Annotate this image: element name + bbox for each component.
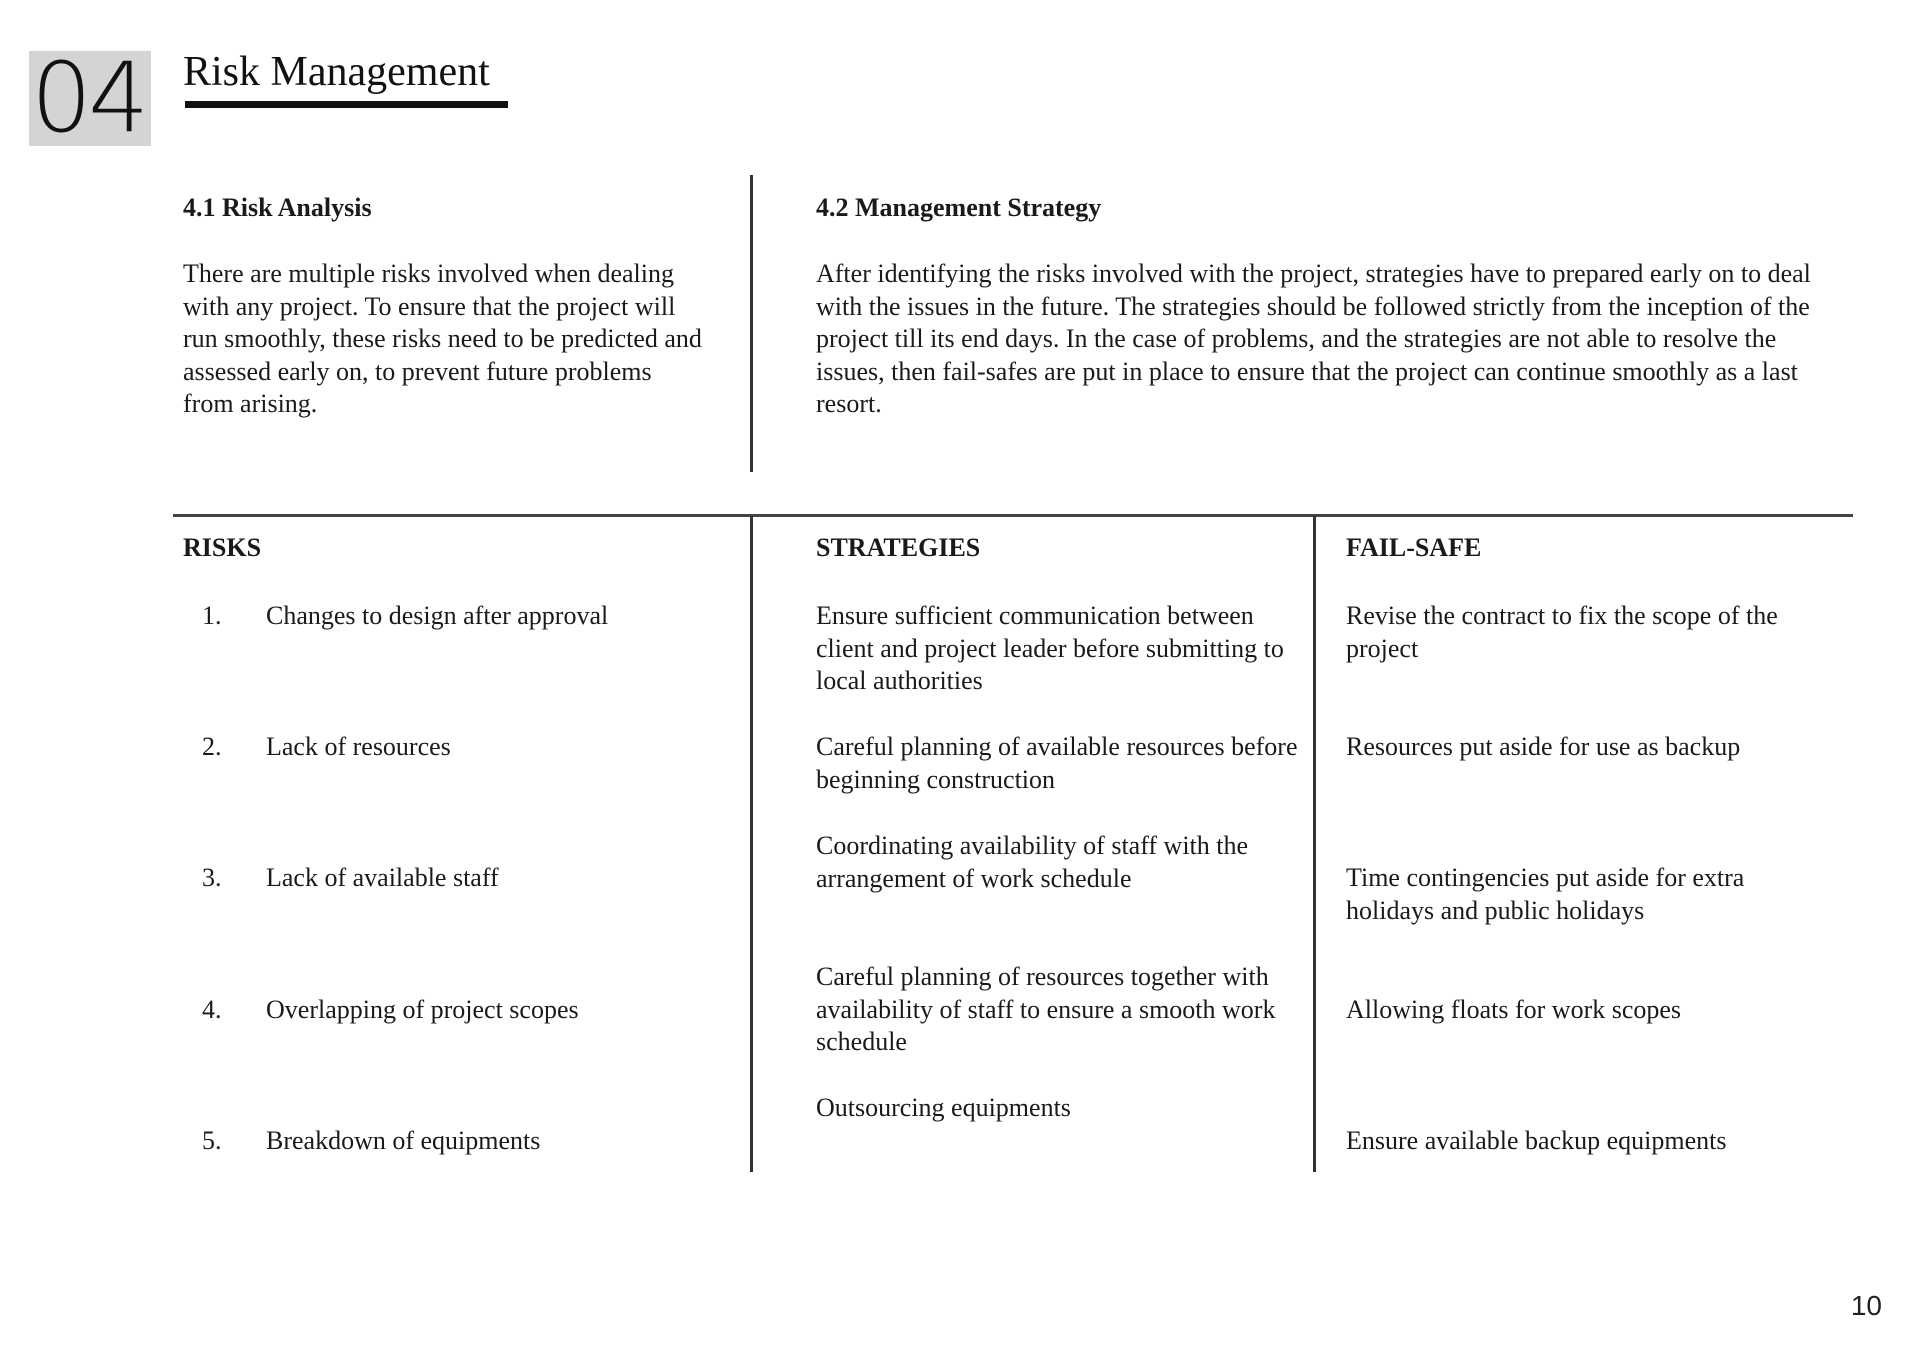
strategy-item: Outsourcing equipments bbox=[816, 1093, 1071, 1122]
risk-item: Lack of available staff bbox=[266, 863, 499, 892]
risk-item: Overlapping of project scopes bbox=[266, 995, 579, 1024]
management-strategy-heading: 4.2 Management Strategy bbox=[816, 193, 1102, 222]
strategy-item: Coordinating availability of staff with the arrangement of work schedule bbox=[816, 831, 1249, 893]
page-number: 10 bbox=[1850, 1290, 1882, 1321]
failsafe-item: Ensure available backup equipments bbox=[1346, 1126, 1727, 1155]
risk-number: 3. bbox=[202, 863, 222, 892]
strategies-failsafe-divider bbox=[1313, 516, 1316, 1172]
management-strategy-text: After identifying the risks involved with the project, strategies have to prepared early on to deal with the issues in the future. The strategies should be followed strictly from the inception of the project till its end days. In the case of problems, and the strategies are not able to resolve the issues, then fail-safes are put in place to ensure that the project can continue smoothly as a last resort. bbox=[816, 259, 1811, 418]
risks-strategies-divider bbox=[750, 516, 753, 1172]
risk-analysis-heading: 4.1 Risk Analysis bbox=[183, 193, 372, 222]
strategies-column-header: STRATEGIES bbox=[816, 533, 981, 562]
table-top-rule bbox=[173, 514, 1853, 517]
title-underline bbox=[185, 101, 508, 108]
failsafe-item: Resources put aside for use as backup bbox=[1346, 732, 1741, 761]
risk-number: 5. bbox=[202, 1126, 222, 1155]
failsafe-item: Time contingencies put aside for extra holidays and public holidays bbox=[1346, 863, 1745, 925]
failsafe-item: Revise the contract to fix the scope of the project bbox=[1346, 601, 1778, 663]
risk-item: Changes to design after approval bbox=[266, 601, 609, 630]
risk-number: 1. bbox=[202, 601, 222, 630]
risks-column-header: RISKS bbox=[183, 533, 262, 562]
failsafe-item: Allowing floats for work scopes bbox=[1346, 995, 1682, 1024]
failsafe-column-header: FAIL-SAFE bbox=[1346, 533, 1482, 562]
risk-number: 4. bbox=[202, 995, 222, 1024]
strategy-item: Careful planning of available resources before beginning construction bbox=[816, 732, 1298, 794]
risk-analysis-text: There are multiple risks involved when dealing with any project. To ensure that the project will run smoothly, these risks need to be predicted and assessed early on, to prevent future problems from arising. bbox=[183, 259, 702, 418]
section-number: 04 bbox=[29, 51, 151, 146]
risk-number: 2. bbox=[202, 732, 222, 761]
strategy-item: Careful planning of resources together with availability of staff to ensure a smooth work schedule bbox=[816, 962, 1276, 1056]
risk-item: Lack of resources bbox=[266, 732, 451, 761]
strategy-item: Ensure sufficient communication between client and project leader before submitting to local authorities bbox=[816, 601, 1284, 695]
page-title: Risk Management bbox=[183, 49, 490, 95]
upper-column-divider bbox=[750, 175, 753, 472]
risk-item: Breakdown of equipments bbox=[266, 1126, 541, 1155]
